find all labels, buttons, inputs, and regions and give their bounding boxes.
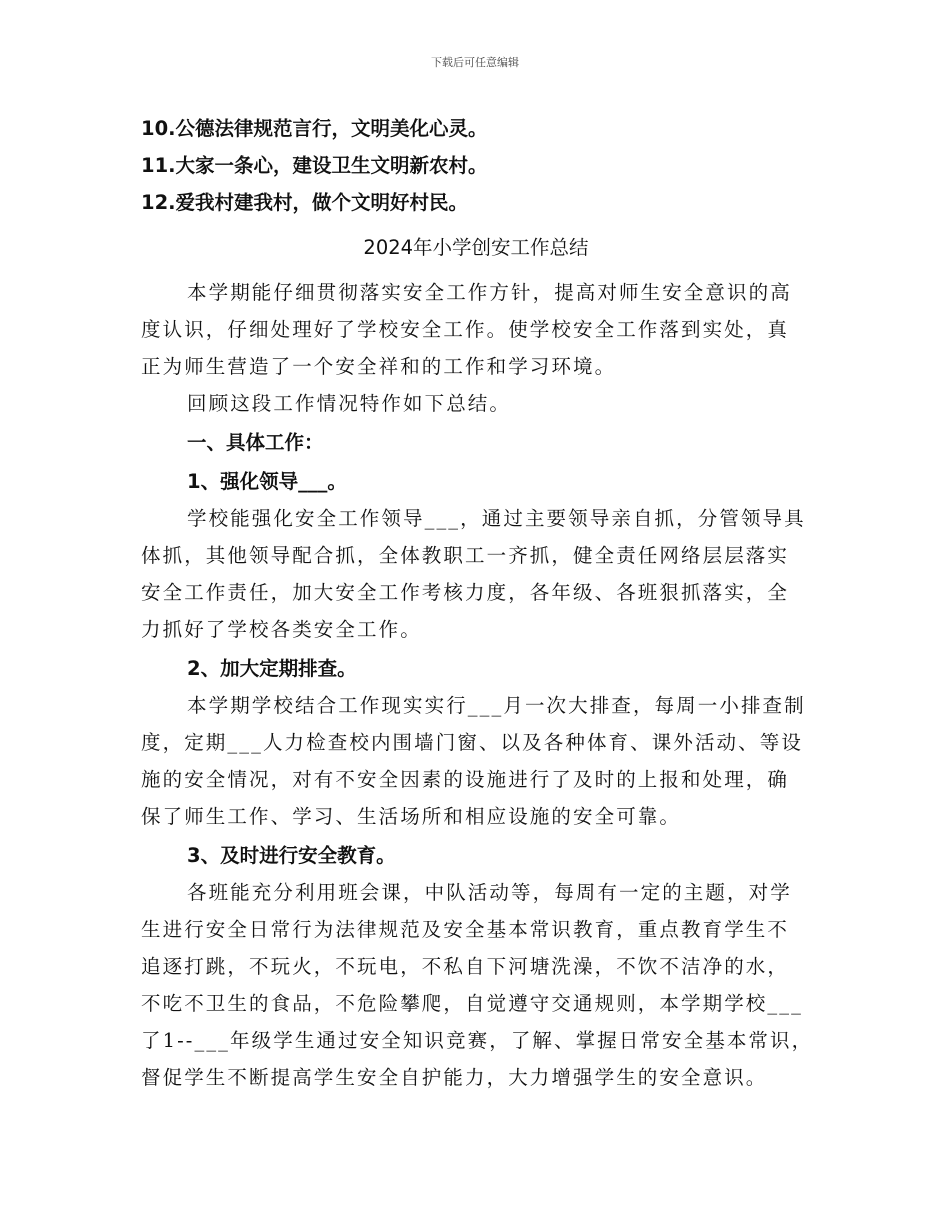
item-line: 各班能充分利用班会课，中队活动等，每周有一定的主题，对学 bbox=[187, 881, 792, 904]
item-line: 力抓好了学校各类安全工作。 bbox=[141, 618, 422, 641]
item-line: 安全工作责任，加大安全工作考核力度，各年级、各班狠抓落实，全 bbox=[141, 581, 790, 604]
slogan-12: 12.爱我村建我村，做个文明好村民。 bbox=[141, 191, 469, 214]
item-heading-2: 2、加大定期排查。 bbox=[187, 657, 357, 680]
item-line: 不吃不卫生的食品，不危险攀爬，自觉遵守交通规则，本学期学校___ bbox=[141, 992, 803, 1015]
item-line: 本学期学校结合工作现实实行___月一次大排查，每周一小排查制 bbox=[187, 694, 806, 717]
item-line: 了1--___年级学生通过安全知识竞赛，了解、掌握日常安全基本常识， bbox=[141, 1029, 814, 1052]
slogan-11: 11.大家一条心，建设卫生文明新农村。 bbox=[141, 154, 488, 177]
summary-paragraph bbox=[141, 385, 811, 422]
section-heading: 一、具体工作： bbox=[187, 431, 324, 454]
summary-line: 回顾这段工作情况特作如下总结。 bbox=[187, 392, 512, 415]
document-body bbox=[141, 110, 814, 1096]
intro-line: 本学期能仔细贯彻落实安全工作方针，提高对师生安全意识的高 bbox=[187, 281, 792, 304]
item-paragraph-3 bbox=[141, 874, 814, 1096]
item-line: 度，定期___人力检查校内围墙门窗、以及各种体育、课外活动、等设 bbox=[141, 731, 803, 754]
intro-line: 正为师生营造了一个安全祥和的工作和学习环境。 bbox=[141, 355, 617, 378]
item-line: 保了师生工作、学习、生活场所和相应设施的安全可靠。 bbox=[141, 805, 682, 828]
item-paragraph-1 bbox=[141, 500, 811, 648]
item-line: 生进行安全日常行为法律规范及安全基本常识教育，重点教育学生不 bbox=[141, 918, 790, 941]
item-line: 施的安全情况，对有不安全因素的设施进行了及时的上报和处理，确 bbox=[141, 768, 790, 791]
item-line: 学校能强化安全工作领导___，通过主要领导亲自抓，分管领导具 bbox=[187, 507, 806, 530]
item-paragraph-2 bbox=[141, 687, 811, 835]
item-line: 督促学生不断提高学生安全自护能力，大力增强学生的安全意识。 bbox=[141, 1066, 768, 1089]
intro-paragraph bbox=[141, 274, 811, 385]
slogan-10: 10.公德法律规范言行，文明美化心灵。 bbox=[141, 117, 488, 140]
item-heading-3: 3、及时进行安全教育。 bbox=[187, 844, 396, 867]
page-header-note: 下载后可任意编辑 bbox=[431, 56, 519, 69]
item-heading-1: 1、强化领导___。 bbox=[187, 470, 347, 493]
item-line: 追逐打跳，不玩火，不玩电，不私自下河塘洗澡，不饮不洁净的水， bbox=[141, 955, 790, 978]
item-line: 体抓，其他领导配合抓，全体教职工一齐抓，健全责任网络层层落实 bbox=[141, 544, 790, 567]
document-title: 2024年小学创安工作总结 bbox=[363, 236, 589, 259]
intro-line: 度认识，仔细处理好了学校安全工作。使学校安全工作落到实处，真 bbox=[141, 318, 790, 341]
